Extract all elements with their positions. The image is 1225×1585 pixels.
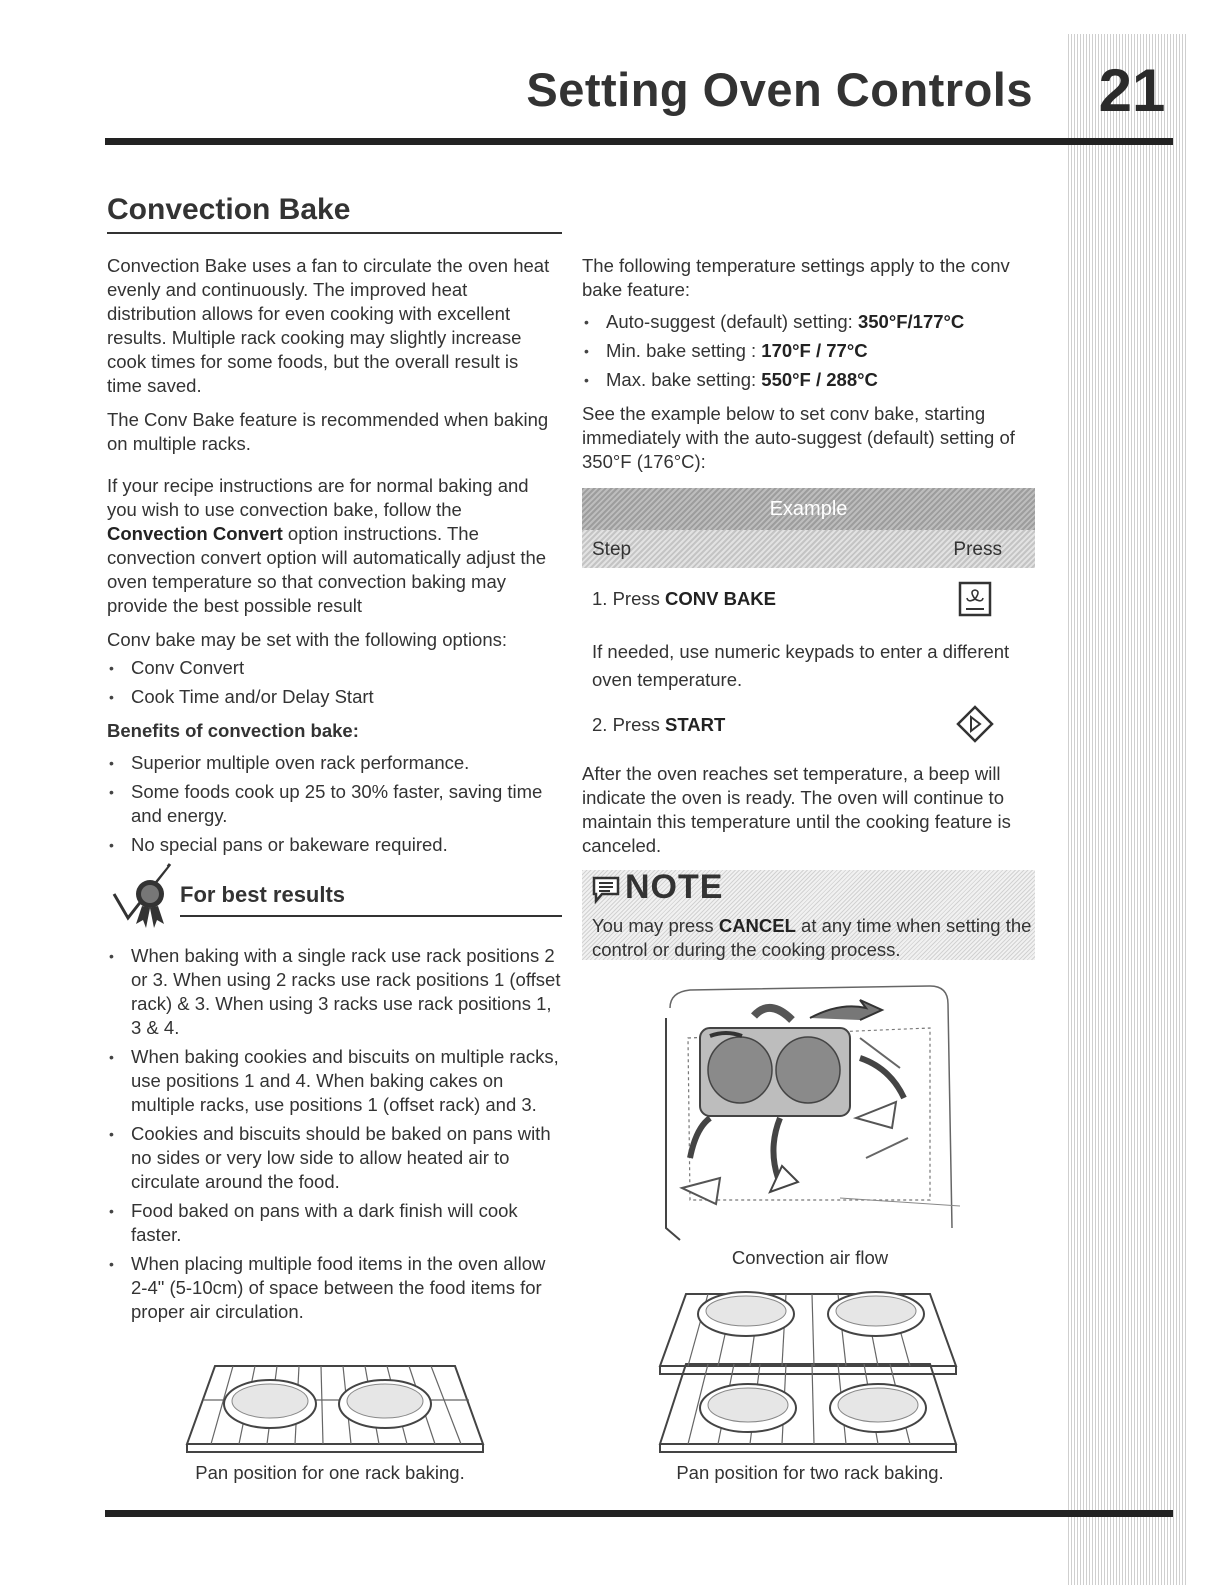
best-results-title: For best results <box>180 882 346 907</box>
intro-paragraph: Convection Bake uses a fan to circulate the oven heat evenly and continuously. The improved heat distribution allows for even cooking with excellent results. Multiple rack cooking may slightly increase cook times for some foods, but the overall result is time saved. <box>107 255 550 396</box>
list-item: • Superior multiple oven rack performance. <box>107 751 557 775</box>
list-item: • Cook Time and/or Delay Start <box>107 685 557 709</box>
list-item: • Max. bake setting: 550°F / 288°C <box>582 368 1037 392</box>
example-column-headers <box>582 530 1035 568</box>
best-results-rule <box>180 915 562 917</box>
start-diamond-icon <box>955 704 995 744</box>
note-icon <box>590 874 622 904</box>
example-intro-paragraph: See the example below to set conv bake, starting immediately with the auto-suggest (default) setting of 350°F (176°C): <box>582 403 1015 472</box>
list-item: • No special pans or bakeware required. <box>107 833 557 857</box>
step-column-header: Step <box>592 539 632 560</box>
convection-fan-key-icon <box>958 581 992 617</box>
recommend-paragraph: The Conv Bake feature is recommended when baking on multiple racks. <box>107 409 549 454</box>
right-column-top <box>582 254 1037 484</box>
list-item: • Cookies and biscuits should be baked on pans with no sides or very low side to allow heated air to circulate around the food. <box>107 1122 562 1194</box>
footer-rule <box>105 1510 1173 1517</box>
list-item: • Min. bake setting : 170°F / 77°C <box>582 339 1037 363</box>
page-title: Setting Oven Controls <box>526 63 1033 116</box>
best-results-column <box>107 944 562 1334</box>
after-paragraph-block <box>582 762 1037 868</box>
benefits-title: Benefits of convection bake: <box>107 720 359 741</box>
note-title: NOTE <box>625 868 724 906</box>
list-item: • Some foods cook up 25 to 30% faster, saving time and energy. <box>107 780 557 828</box>
example-header: Example <box>582 488 1035 530</box>
temp-settings-list <box>582 310 1037 392</box>
list-item: • When baking cookies and biscuits on multiple racks, use positions 1 and 4. When baking cakes on multiple racks, use positions 1 (offset rack) and 3. <box>107 1045 562 1117</box>
options-paragraph: Conv bake may be set with the following options: <box>107 629 508 650</box>
list-item: • When baking with a single rack use rack positions 2 or 3. When using 2 racks use rack positions 1 (offset rack) & 3. When using 3 racks use rack positions 1, 3 & 4. <box>107 944 562 1040</box>
note-text: You may press CANCEL at any time when setting the control or during the cooking process. <box>592 915 1032 960</box>
convert-paragraph: If your recipe instructions are for normal baking and you wish to use convection bake, follow the Convection Convert option instructions. The convection convert option will automatically adjust the oven temperature so that convection baking may provide the best possible result <box>107 475 547 616</box>
decorative-side-stripe <box>1068 34 1188 1585</box>
press-column-header: Press <box>953 539 1002 560</box>
left-column-top <box>107 254 557 867</box>
award-ribbon-icon <box>110 858 178 930</box>
benefits-list <box>107 751 557 857</box>
step-1-note: If needed, use numeric keypads to enter a different oven temperature. <box>592 641 1010 690</box>
header-rule <box>105 138 1173 145</box>
one-rack-illustration <box>185 1360 485 1456</box>
caption-airflow: Convection air flow <box>731 1247 889 1268</box>
two-rack-illustration <box>656 1290 961 1462</box>
list-item: • Auto-suggest (default) setting: 350°F/177°C <box>582 310 1037 334</box>
caption-one-rack: Pan position for one rack baking. <box>195 1462 465 1483</box>
section-title: Convection Bake <box>107 193 351 226</box>
step-1: 1. Press CONV BAKE <box>592 588 777 609</box>
list-item: • Conv Convert <box>107 656 557 680</box>
temp-intro-paragraph: The following temperature settings apply to the conv bake feature: <box>582 255 1010 300</box>
caption-two-rack: Pan position for two rack baking. <box>676 1462 944 1483</box>
section-rule <box>107 232 562 234</box>
list-item: • When placing multiple food items in the oven allow 2-4" (5-10cm) of space between the food items for proper air circulation. <box>107 1252 562 1324</box>
after-paragraph: After the oven reaches set temperature, a beep will indicate the oven is ready. The oven will continue to maintain this temperature until the cooking feature is canceled. <box>582 763 1011 856</box>
page-number: 21 <box>1098 57 1166 124</box>
best-results-list <box>107 944 562 1324</box>
step-2: 2. Press START <box>592 714 726 735</box>
list-item: • Food baked on pans with a dark finish will cook faster. <box>107 1199 562 1247</box>
convection-airflow-illustration <box>660 978 960 1246</box>
options-list <box>107 656 557 709</box>
